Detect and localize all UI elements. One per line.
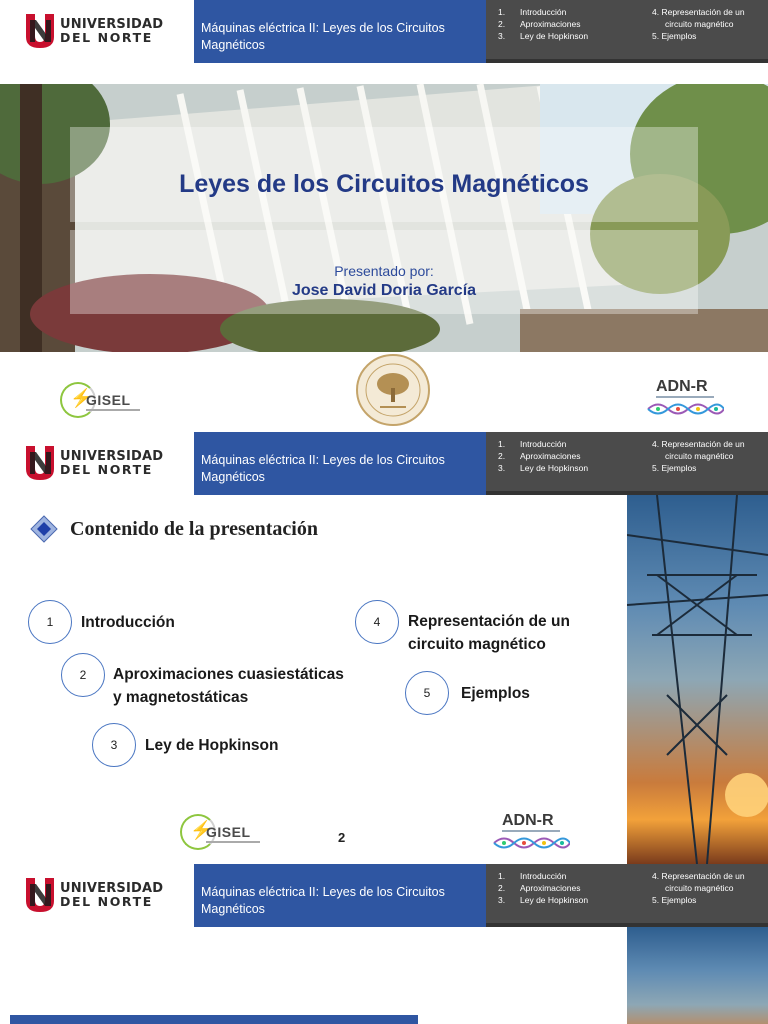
toc-item-4[interactable]: 4. Representación de un: [652, 7, 745, 17]
diamond-bullet-icon: [30, 515, 58, 543]
presentation-title: Leyes de los Circuitos Magnéticos: [179, 170, 589, 198]
toc-item-2[interactable]: 2. Aproximaciones: [498, 451, 581, 461]
toc-item-4-cont[interactable]: circuito magnético: [665, 451, 734, 461]
university-logo: [0, 864, 194, 927]
logo-line1: UNIVERSIDAD: [60, 449, 164, 464]
toc-item-2[interactable]: 2. Aproximaciones: [498, 883, 581, 893]
slide-header: [0, 0, 768, 63]
toc-item-1[interactable]: 1. Introducción: [498, 439, 567, 449]
slide-2: [0, 432, 768, 864]
dna-icon: [646, 400, 724, 418]
slide-1: [0, 0, 768, 432]
header-toc: [486, 864, 768, 927]
presented-by-label: Presentado por:: [334, 263, 434, 279]
lightning-icon: ⚡: [70, 388, 93, 408]
item-label-2[interactable]: Aproximaciones cuasiestáticas y magnetostáticas: [113, 666, 344, 706]
logo-line1: UNIVERSIDAD: [60, 17, 164, 32]
item-label-3[interactable]: Ley de Hopkinson: [145, 737, 279, 754]
toc-item-4[interactable]: 4. Representación de un: [652, 871, 745, 881]
item-label-1[interactable]: Introducción: [81, 614, 175, 631]
item-number-2: 2: [61, 653, 105, 697]
header-toc: [486, 432, 768, 495]
toc-item-2[interactable]: 2. Aproximaciones: [498, 19, 581, 29]
toc-item-5[interactable]: 5. Ejemplos: [652, 463, 697, 473]
gisel-logo: ⚡ GISEL: [180, 814, 270, 854]
toc-item-3[interactable]: 3. Ley de Hopkinson: [498, 895, 589, 905]
logo-line1: UNIVERSIDAD: [60, 881, 164, 896]
slide-3: [0, 864, 768, 1024]
university-logo: [0, 432, 194, 495]
item-number-5: 5: [405, 671, 449, 715]
course-title: Máquinas eléctrica II: Leyes de los Circuitos Magnéticos: [194, 864, 486, 927]
gisel-logo: ⚡ GISEL: [60, 382, 150, 422]
toc-item-3[interactable]: 3. Ley de Hopkinson: [498, 31, 589, 41]
page-number: 2: [338, 830, 346, 845]
logo-line2: DEL NORTE: [60, 894, 153, 909]
item-label-4[interactable]: Representación de un circuito magnético: [408, 613, 570, 653]
logo-line2: DEL NORTE: [60, 30, 153, 45]
power-tower-art: [627, 495, 768, 864]
header-toc: [486, 0, 768, 63]
item-number-1: 1: [28, 600, 72, 644]
adnr-logo: ADN-R: [492, 812, 572, 854]
adnr-logo: ADN-R: [646, 378, 726, 420]
toc-item-4-cont[interactable]: circuito magnético: [665, 883, 734, 893]
item-label-5[interactable]: Ejemplos: [461, 685, 530, 702]
toc-item-5[interactable]: 5. Ejemplos: [652, 31, 697, 41]
toc-item-1[interactable]: 1. Introducción: [498, 871, 567, 881]
toc-item-5[interactable]: 5. Ejemplos: [652, 895, 697, 905]
un-logo-icon: [24, 444, 56, 481]
lightning-icon: ⚡: [190, 820, 213, 840]
presenter-name: Jose David Doria García: [291, 282, 477, 299]
university-logo: [0, 0, 194, 63]
course-title: Máquinas eléctrica II: Leyes de los Circuitos Magnéticos: [194, 0, 486, 63]
slide-header: [0, 432, 768, 495]
un-logo-icon: [24, 12, 56, 49]
slide-header: [0, 864, 768, 927]
item-number-4: 4: [355, 600, 399, 644]
toc-item-1[interactable]: 1. Introducción: [498, 7, 567, 17]
power-tower-photo: [627, 495, 768, 864]
toc-item-3[interactable]: 3. Ley de Hopkinson: [498, 463, 589, 473]
university-seal: [354, 352, 432, 428]
course-title: Máquinas eléctrica II: Leyes de los Circuitos Magnéticos: [194, 432, 486, 495]
un-logo-icon: [24, 876, 56, 913]
toc-item-4-cont[interactable]: circuito magnético: [665, 19, 734, 29]
section-title: Contenido de la presentación: [70, 518, 318, 540]
dna-icon: [492, 834, 570, 852]
logo-line2: DEL NORTE: [60, 462, 153, 477]
content-bar: [10, 1015, 418, 1024]
power-tower-photo: [627, 927, 768, 1024]
item-number-3: 3: [92, 723, 136, 767]
toc-item-4[interactable]: 4. Representación de un: [652, 439, 745, 449]
